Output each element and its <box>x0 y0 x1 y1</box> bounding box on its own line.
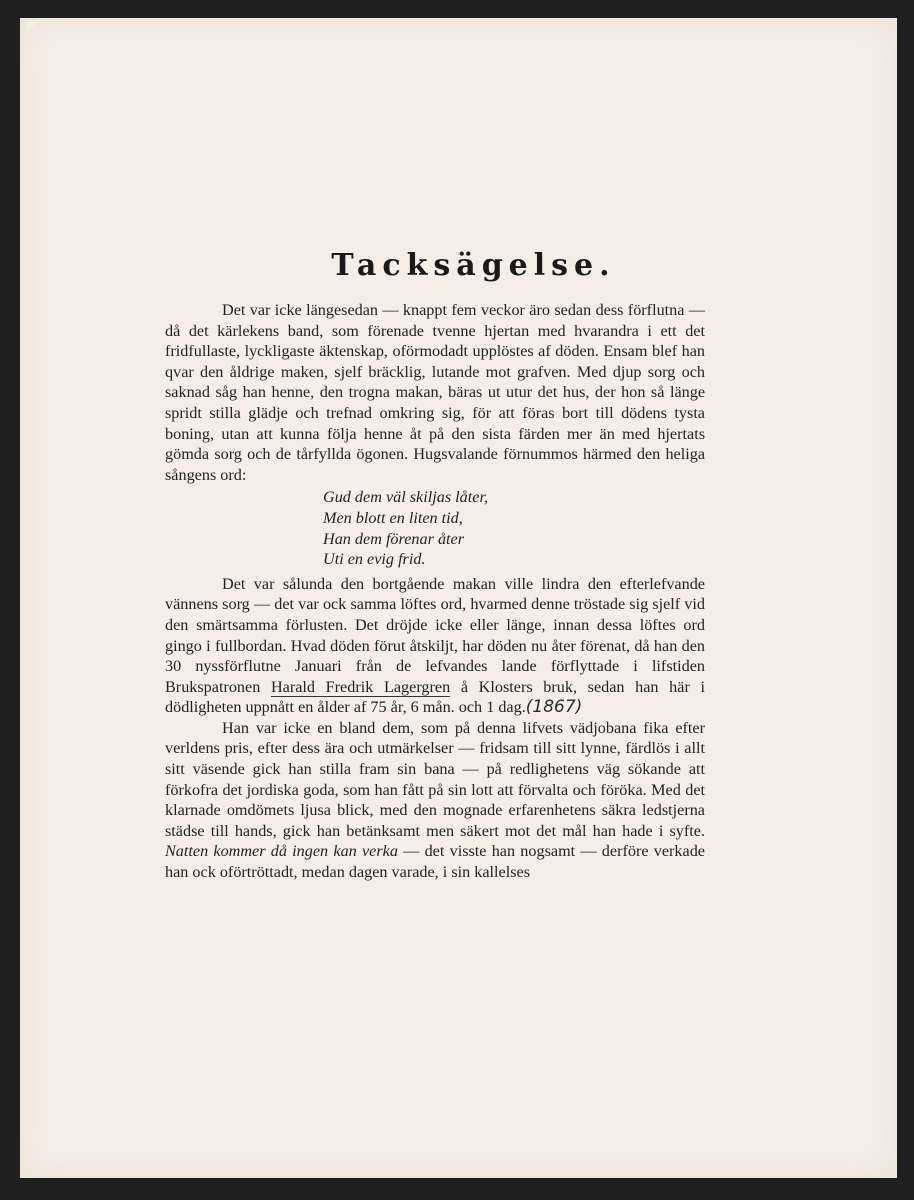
paragraph-3-text-end: — det visste han nogsamt — derföre verkade han ock oförtröttadt, medan dagen varade, i sin kallelses <box>165 842 705 882</box>
document-page <box>20 18 897 1178</box>
paragraph-2-text: Det var sålunda den bortgående makan ville lindra den efterlefvande vännens sorg — det var ock samma löftes ord, hvarmed denne tröstade sig sjelf vid den smärtsamma förlusten. Det dröjde icke eller länge, innan dessa löftes ord gingo i fullbordan. Hvad döden förut åtskiljt, har döden nu åter förenat, då han den 30 nyssförflutne Januari från de lefvandes lande förflyttade i lifstiden Brukspatronen <box>165 574 705 696</box>
page-title: Tacksägelse. <box>331 248 616 283</box>
verse-block <box>323 487 705 569</box>
paragraph-2 <box>165 574 705 718</box>
paragraph-2-text-end: å Klosters bruk, sedan han här i dödligheten uppnått en ålder af 75 år, 6 mån. och 1 dag. <box>165 677 705 717</box>
verse-line: Men blott en liten tid, <box>323 508 463 527</box>
verse-line: Uti en evig frid. <box>323 550 426 569</box>
document-body <box>165 300 705 883</box>
verse-line: Gud dem väl skiljas låter, <box>323 488 489 507</box>
person-name: Harald Fredrik Lagergren <box>270 677 451 696</box>
paragraph-3 <box>165 718 705 883</box>
paragraph-3-text: Han var icke en bland dem, som på denna lifvets vädjobana fika efter verldens pris, efter dess ära och utmärkelser — fridsam till sitt lynne, färdlös i allt sitt väsende gick han stilla fram sin bana — på redlighetens väg sökande att förkofra det jordiska goda, som han fått på sin lott att förvalta och föröka. Med det klarnade omdömets ljusa blick, med den mognade erfarenhetens säkra ledstjerna städse till hands, gick han betänksamt men säkert mot det mål han hade i syfte. <box>165 718 705 840</box>
verse-line: Han dem förenar åter <box>323 529 465 548</box>
handwritten-year: (1867) <box>525 697 583 718</box>
paragraph-3-quote: Natten kommer då ingen kan verka <box>165 842 398 861</box>
paragraph-1: Det var icke längesedan — knappt fem veckor äro sedan dess förflutna — då det kärlekens band, som förenade tvenne hjertan med hvarandra i ett det fridfullaste, lyckligaste äktenskap, oförmodadt upplöstes af döden. Ensam blef han qvar den åldrige maken, sjelf bräcklig, lutande mot grafven. Med djup sorg och saknad såg han henne, den trogna makan, bäras ut utur det hus, der hon så länge spridt stilla glädje och trefnad omkring sig, för att föras bort till dödens tysta boning, utan att kunna följa henne åt på den sista färden mer än med hjertats gömda sorg och de tårfyllda ögonen. Hugsvalande förnummos härmed den heliga sångens ord: <box>165 301 705 484</box>
page-corner <box>26 22 38 34</box>
